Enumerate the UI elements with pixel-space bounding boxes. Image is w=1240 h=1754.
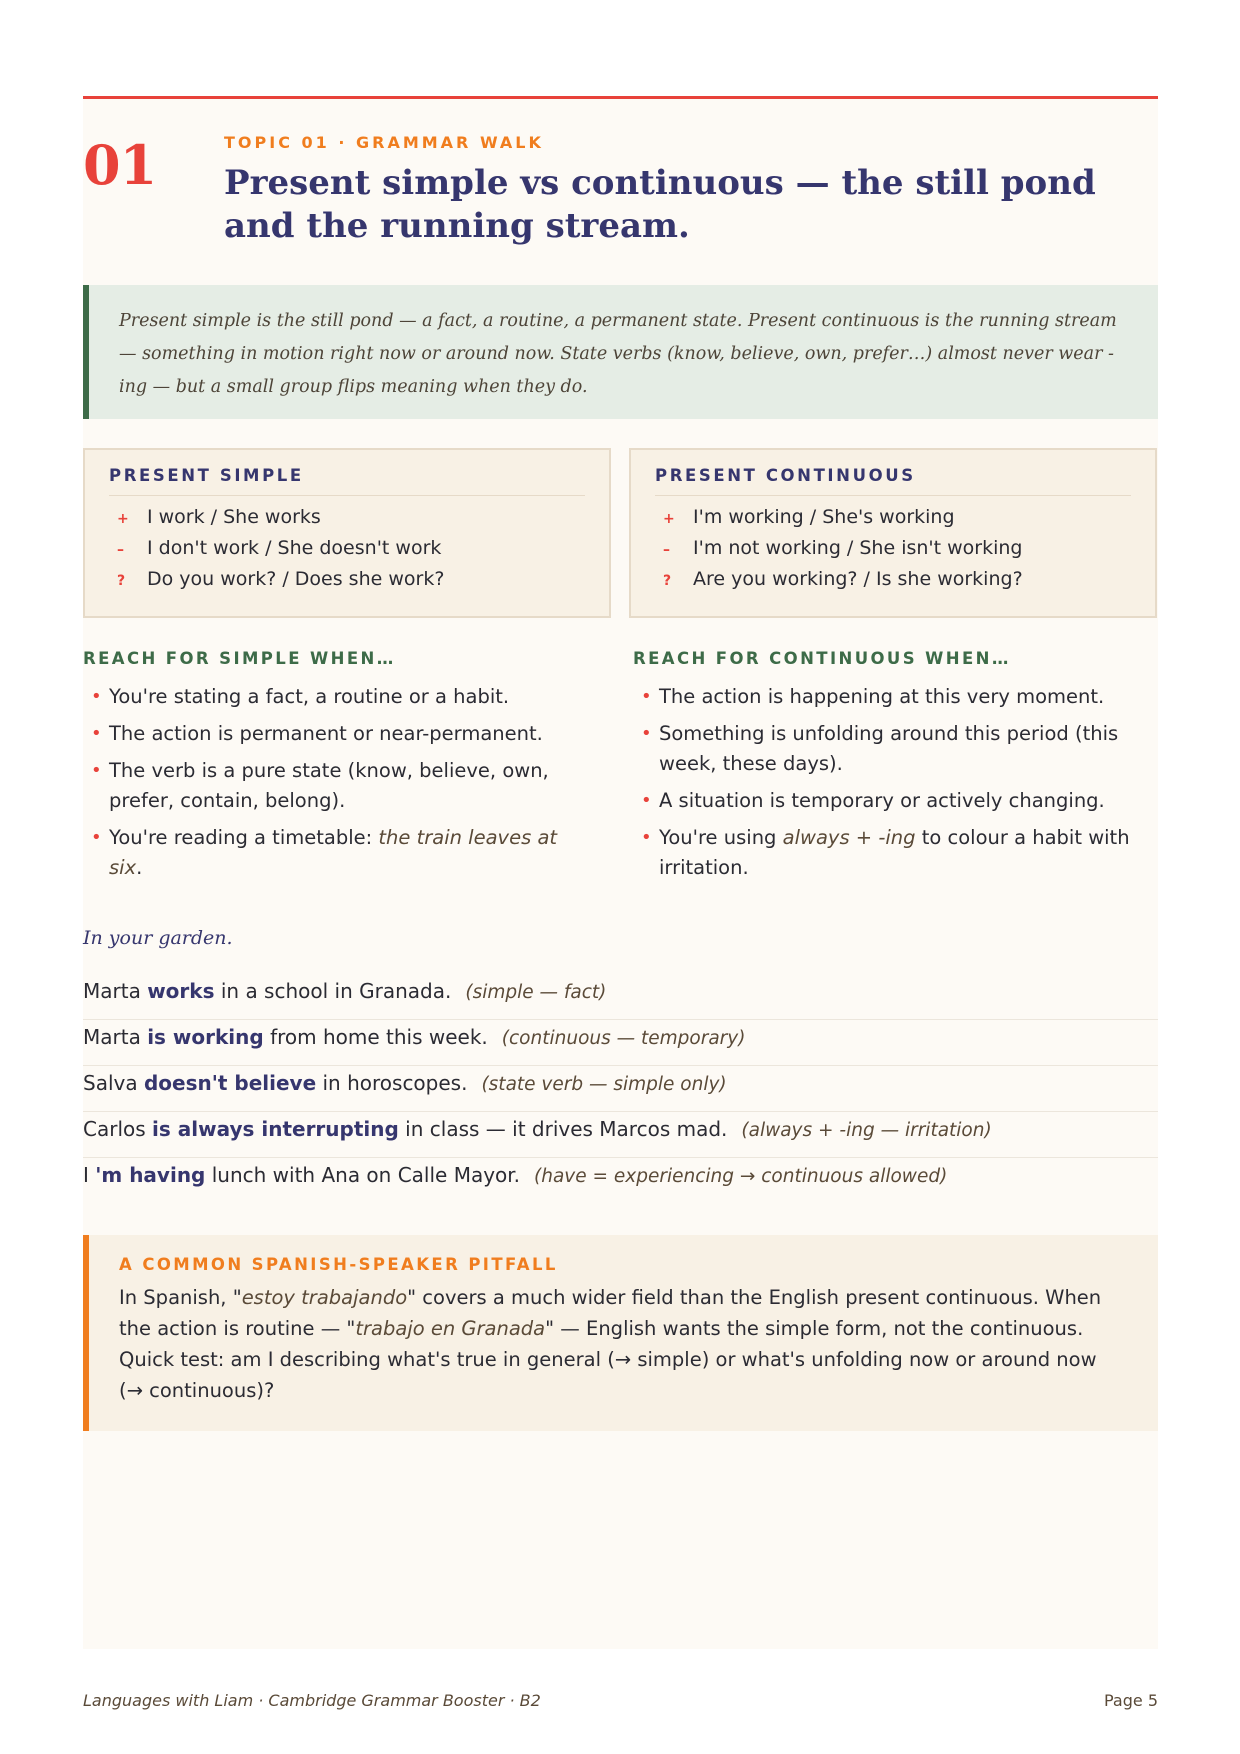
form-text: I'm not working / She isn't working [693, 537, 1023, 559]
when-simple-section [83, 649, 593, 890]
highlighted-verb: is working [147, 1025, 264, 1049]
present-continuous-heading: PRESENT CONTINUOUS [655, 466, 1131, 496]
bullet-dot-icon: • [91, 760, 102, 781]
form-row-negative [655, 537, 1131, 568]
bullet-dot-icon: • [91, 686, 102, 707]
list-item: • Something is unfolding around this period (this week, these days). [633, 719, 1143, 779]
form-text: I don't work / She doesn't work [147, 537, 442, 559]
when-simple-list [83, 682, 593, 883]
example-note: (continuous — temporary) [501, 1028, 746, 1049]
form-text: Are you working? / Is she working? [693, 568, 1023, 590]
example-note: (always + -ing — irritation) [741, 1120, 992, 1141]
pitfall-callout [83, 1235, 1158, 1431]
example-note: (state verb — simple only) [481, 1074, 727, 1095]
bullet-dot-icon: • [641, 723, 652, 744]
bullet-dot-icon: • [641, 790, 652, 811]
list-item: • The action is happening at this very moment. [633, 682, 1143, 712]
highlighted-verb: works [147, 979, 215, 1003]
list-item: • The action is permanent or near-permanent. [83, 719, 593, 749]
list-item: • You're reading a timetable: the train leaves at six. [83, 823, 593, 883]
topic-kicker: TOPIC 01 · GRAMMAR WALK [224, 133, 544, 152]
when-simple-heading: REACH FOR SIMPLE WHEN… [83, 649, 396, 668]
examples-list [83, 974, 1158, 1204]
bullet-dot-icon: • [641, 686, 652, 707]
plus-symbol: + [663, 511, 675, 527]
form-row-question [655, 568, 1131, 599]
highlighted-verb: 'm having [95, 1163, 206, 1187]
page-number: Page 5 [1104, 1691, 1158, 1710]
present-simple-box [83, 448, 611, 618]
footer-credit: Languages with Liam · Cambridge Grammar Booster · B2 [83, 1691, 541, 1710]
form-text: I'm working / She's working [693, 506, 955, 528]
when-continuous-section [633, 649, 1143, 890]
example-row: I 'm having lunch with Ana on Calle Mayor. (have = experiencing → continuous allowed) [83, 1163, 948, 1187]
bullet-dot-icon: • [91, 827, 102, 848]
present-continuous-box [629, 448, 1157, 618]
page-content [83, 96, 1158, 1649]
form-row-negative [109, 537, 585, 568]
question-symbol: ? [663, 573, 672, 589]
pitfall-heading: A COMMON SPANISH-SPEAKER PITFALL [119, 1255, 558, 1274]
example-note: (simple — fact) [465, 982, 607, 1003]
highlighted-verb: doesn't believe [143, 1071, 317, 1095]
topic-number: 01 [83, 133, 157, 197]
list-item: • You're using always + -ing to colour a habit with irritation. [633, 823, 1143, 883]
form-row-affirmative [109, 506, 585, 537]
form-row-question [109, 568, 585, 599]
when-continuous-list [633, 682, 1143, 883]
example-row: Marta is working from home this week. (continuous — temporary) [83, 1020, 1158, 1066]
minus-symbol: – [663, 542, 670, 558]
bullet-dot-icon: • [91, 723, 102, 744]
page-title: Present simple vs continuous — the still pond and the running stream. [224, 163, 1096, 246]
example-row: Marta works in a school in Granada. (simple — fact) [83, 974, 1158, 1020]
form-text: Do you work? / Does she work? [147, 568, 445, 590]
form-row-affirmative [655, 506, 1131, 537]
present-simple-heading: PRESENT SIMPLE [109, 466, 585, 496]
plus-symbol: + [117, 511, 129, 527]
question-symbol: ? [117, 573, 126, 589]
intro-callout: Present simple is the still pond — a fact, a routine, a permanent state. Present continuous is the running stream — something in motion right now or around now. State verbs (know, believe, own, prefer…) almost never wear -ing — but a small group flips meaning when they do. [83, 285, 1158, 419]
example-row: Carlos is always interrupting in class — it drives Marcos mad. (always + -ing — irritation) [83, 1112, 1158, 1158]
pitfall-body: In Spanish, "estoy trabajando" covers a much wider field than the English present continuous. When the action is routine — "trabajo en Granada" — English wants the simple form, not the continuous. Quick test: am I describing what's true in general (→ simple) or what's unfolding now or around now (→ continuous)? [119, 1286, 1102, 1402]
form-text: I work / She works [147, 506, 321, 528]
minus-symbol: – [117, 542, 124, 558]
highlighted-verb: is always interrupting [152, 1117, 399, 1141]
list-item: • You're stating a fact, a routine or a habit. [83, 682, 593, 712]
list-item: • The verb is a pure state (know, believe, own, prefer, contain, belong). [83, 756, 593, 816]
list-item: • A situation is temporary or actively changing. [633, 786, 1143, 816]
bullet-dot-icon: • [641, 827, 652, 848]
example-row: Salva doesn't believe in horoscopes. (state verb — simple only) [83, 1066, 1158, 1112]
garden-heading: In your garden. [83, 927, 233, 949]
when-continuous-heading: REACH FOR CONTINUOUS WHEN… [633, 649, 1011, 668]
example-note: (have = experiencing → continuous allowed) [534, 1166, 948, 1187]
